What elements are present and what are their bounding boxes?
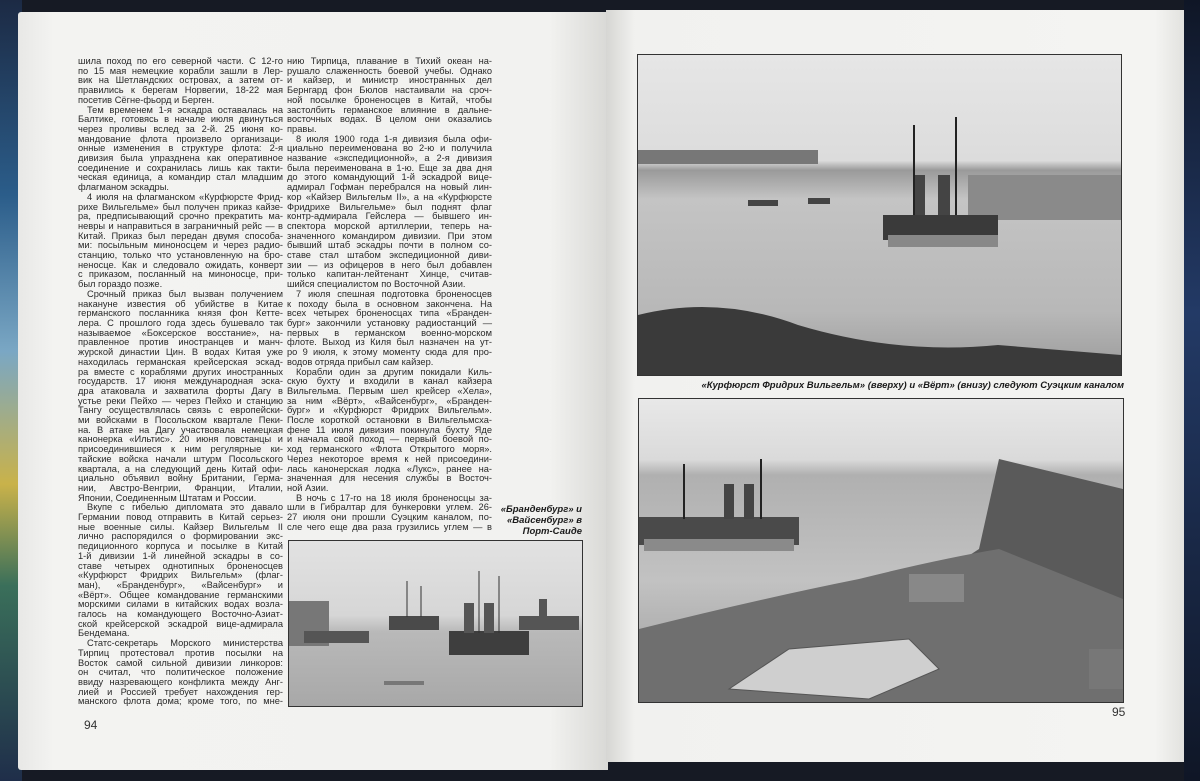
text-line: ро 9 июля, к этому моменту сюда для про- — [287, 347, 492, 358]
text-line: Корабли один за другим покидали Киль- — [296, 366, 492, 377]
text-line: соединение и сохранилась лишь как такти- — [78, 162, 283, 173]
paragraph — [78, 639, 283, 707]
text-line: Вильгельма. Первым шел крейсер «Хела», — [287, 385, 492, 396]
text-line: через проливы вслед за 2-й. 25 июня ко- — [78, 123, 283, 134]
photo-port-said-ships — [288, 540, 583, 707]
text-line: адмирал Гофман перебрался на новый лин- — [287, 182, 492, 193]
text-line: неносце. Как и следовало ожидать, конверт — [78, 259, 283, 270]
text-line: сле чего еще два раза грузились углем — в — [287, 521, 492, 532]
text-line: Тангу осуществлялась связь с европейски- — [78, 405, 283, 416]
right-page — [606, 10, 1184, 762]
text-line: спектора морской артиллерии, теперь на- — [287, 220, 492, 231]
text-line: 8 июля 1900 года 1-я дивизия была офи- — [296, 133, 492, 144]
text-line: ной посылке броненосцев в Китай, чтобы — [287, 94, 492, 105]
text-line: и кайзер, и министр иностранных дел — [287, 75, 492, 86]
text-line: циально переименована во 2-ю и получила — [287, 143, 492, 154]
photo-caption-suez: «Курфюрст Фридрих Вильгельм» (вверху) и «Вёрт» (внизу) следуют Суэцким каналом — [701, 380, 1124, 391]
text-line: ра, предписывающий срочно прекратить ма- — [78, 211, 283, 222]
text-line: лично распорядился о формировании экс- — [78, 531, 283, 542]
page-number-right: 95 — [1112, 705, 1126, 719]
text-line: ской крейсерской эскадрой вице-адмирала — [78, 618, 283, 629]
text-line: и начала свой поход — первый боевой по- — [287, 434, 492, 445]
text-line: ми войсками в Посольском квартале Пеки- — [78, 415, 283, 426]
text-line: квартала, а на следующий день Китай офи- — [78, 463, 283, 474]
text-line: тайские войска начали штурм Посольского — [78, 453, 283, 464]
text-line: «Вёрт». Общее командование германскими — [78, 589, 283, 600]
caption-line: «Бранденбург» и — [500, 504, 582, 515]
text-line: дра атаковала и захватила форты Дагу в — [78, 385, 283, 396]
text-line: восточных водах. В целом они оказались — [287, 114, 492, 125]
text-line: Статс-секретарь Морского министерства — [87, 638, 283, 649]
text-line: Балтике, готовясь в начале июля двинуться — [78, 114, 283, 125]
text-line: за ним «Вёрт», «Вайсенбург», «Бранден- — [287, 395, 492, 406]
text-line: шийся специалистом по Восточной Азии. — [287, 279, 466, 290]
text-line: шила поход по его северной части. С 12-го — [78, 56, 283, 66]
text-line: ставе стал штабом экспедиционной диви- — [287, 250, 492, 261]
text-line: онные изменения в структуре флота: 2-я — [78, 143, 283, 154]
text-line: флоте. Выход из Киля был назначен на ут- — [287, 337, 492, 348]
paragraph — [78, 106, 283, 193]
text-line: рушало слаженность боевой учебы. Однако — [287, 65, 492, 76]
text-line: ной Азии. — [287, 482, 329, 493]
text-line: лась канонерская лодка «Лукс», ранее на- — [287, 463, 492, 474]
text-column-2 — [287, 57, 492, 532]
text-line: посетив Сёгне-фьорд и Берген. — [78, 94, 215, 105]
text-line: лера. С прошлого года здесь бушевало так — [78, 317, 283, 328]
text-line: ра вместе с кораблями других иностранных — [78, 366, 283, 377]
text-line: на. В атаке на Дагу участвовала немецкая — [78, 424, 283, 435]
caption-line: «Вайсенбург» в — [507, 515, 582, 526]
text-line: с приказом, посланный на миноносце, при- — [78, 269, 283, 280]
text-line: фене 11 июля дивизия покинула бухту Яде — [287, 424, 492, 435]
text-line: называемое «Боксерское восстание», на- — [78, 327, 283, 338]
text-line: правы. — [287, 123, 317, 134]
caption-line: Порт-Саиде — [522, 526, 582, 537]
text-line: значенная для несения службы в Восточ- — [287, 473, 492, 484]
text-line: вик на Шетландских островах, а затем от- — [78, 75, 283, 86]
text-line: 4 июля на флагманском «Курфюрсте Фрид- — [87, 191, 283, 202]
text-line: В ночь с 17-го на 18 июля броненосцы за- — [296, 492, 492, 503]
text-line: рихе Вильгельме» был получен приказ кайзе- — [78, 201, 283, 212]
text-line: первых в германском военно-морском — [287, 327, 492, 338]
text-line: 1-й дивизии 1-й линейной эскадры в со- — [78, 550, 283, 561]
text-line: ход германского «Флота Открытого моря». — [287, 444, 492, 455]
text-line: германского посланника князя фон Кетте- — [78, 308, 283, 319]
text-column-1 — [78, 57, 283, 707]
left-page — [18, 12, 608, 770]
text-line: 27 июля они прошли Суэцким каналом, по- — [287, 512, 492, 523]
text-line: галось на командующего Восточно-Азиат- — [78, 609, 283, 620]
text-line: только капитан-лейтенант Хинце, считав- — [287, 269, 492, 280]
photo-wert-suez-canal — [638, 398, 1124, 703]
text-line: Китай. Приказ был передан двумя способа- — [78, 230, 283, 241]
text-line: он считал, что политическое положение — [78, 667, 283, 678]
text-line: была переименована в 1-ю. Еще за два дня — [287, 162, 492, 173]
text-line: невры и направиться в заграничный рейс — в — [78, 220, 283, 231]
text-line: канонерка «Ильтис». 20 июня повстанцы и — [78, 434, 283, 445]
text-line: правленное против иностранцев и манч- — [78, 337, 283, 348]
text-line: зии — из офицеров в него был добавлен — [287, 259, 492, 270]
text-line: по 15 мая немецкие корабли зашли в Лер- — [78, 65, 283, 76]
text-line: бывший штаб эскадры почти в полном со- — [287, 240, 492, 251]
text-line: ми: посыльным миноносцем и через радио- — [78, 240, 283, 251]
text-line: мандование флота произвело организаци- — [78, 133, 283, 144]
text-line: педиционного корпуса и посылке в Китай — [78, 541, 283, 552]
text-line: Японии, Соединенным Штатам и России. — [78, 492, 257, 503]
text-line: Германии повод отправить в Китай серьез- — [78, 512, 283, 523]
text-line: Тем временем 1-я эскадра оставалась на — [87, 104, 283, 115]
text-line: журской династии Цин. В водах Китая уже — [78, 347, 283, 358]
text-line: накануне известия об убийстве в Китае — [78, 298, 283, 309]
paragraph — [78, 193, 283, 290]
text-line: 7 июля спешная подготовка броненосцев — [296, 288, 492, 299]
text-line: ставе четырех однотипных броненосцев — [78, 560, 283, 571]
text-line: правились к берегам Норвегии, 18-22 мая — [78, 85, 283, 96]
text-line: Вкупе с гибелью дипломата это давало — [87, 502, 283, 513]
text-line: к походу была в основном закончена. На — [287, 298, 492, 309]
page-number-left: 94 — [84, 718, 98, 732]
text-line: «Курфюрст Фридрих Вильгельм» (флаг- — [78, 570, 283, 581]
text-line: устье реки Пейхо — через Пейхо и станцию — [78, 395, 283, 406]
text-line: Через некоторое время к ней присоедини- — [287, 453, 492, 464]
text-line: Срочный приказ был вызван получением — [87, 288, 283, 299]
text-line: государств. 17 июня международная эска- — [78, 376, 283, 387]
text-line: Тирпиц протестовал против посылки на — [78, 647, 283, 658]
text-line: до этого командующий 1-й эскадрой вице- — [287, 172, 492, 183]
photo-kurfurst-suez-canal — [637, 54, 1122, 376]
text-line: ные военные силы. Кайзер Вильгельм II — [78, 521, 283, 532]
text-line: шли в Гибралтар для бункеровки углем. 26- — [287, 502, 492, 513]
text-line: Восток самой сильной дивизии линкоров: — [78, 657, 283, 668]
text-line: ввиду назревающего конфликта между Анг- — [78, 677, 283, 687]
paragraph — [78, 57, 283, 106]
paragraph — [78, 503, 283, 639]
text-line: станцию, только что установленную на бро- — [78, 250, 283, 261]
text-line: Бендемана. — [78, 628, 130, 639]
paragraph — [287, 57, 492, 135]
paragraph — [287, 135, 492, 290]
text-line: был гораздо позже. — [78, 279, 163, 290]
text-line: дивизия была упразднена как оперативное — [78, 153, 283, 164]
text-line: присоединившиеся к ним регулярные ки- — [78, 444, 283, 455]
text-line: манского флота дома; кроме того, по мне- — [78, 696, 283, 707]
text-line: водов отряда прибыл сам кайзер. — [287, 356, 434, 367]
text-line: Бернгард фон Бюлов настаивали на сроч- — [287, 85, 492, 96]
text-line: бург» и «Курфюрст Фридрих Вильгельм». — [287, 405, 492, 416]
text-line: ман), «Бранденбург», «Вайсенбург» и — [78, 579, 283, 590]
text-line: Фридрихе Вильгельме» был поднят флаг — [287, 201, 492, 212]
text-line: застолбить германское влияние в дальне- — [287, 104, 492, 115]
text-line: морскими силами в китайских водах возла- — [78, 599, 283, 610]
text-line: После короткой остановки в Вильгельмсха- — [287, 415, 492, 426]
text-line: нии, Австро-Венгрии, Франции, Италии, — [78, 482, 283, 493]
text-line: значенного командиром дивизии. При этом — [287, 230, 492, 241]
paragraph — [287, 368, 492, 494]
text-line: название «экспедиционной», а 2-я дивизия — [287, 153, 492, 164]
text-line: кор «Кайзер Вильгельм II», а на «Курфюрсте — [287, 191, 492, 202]
text-line: находилась германская крейсерская эскад- — [78, 356, 283, 367]
photo-caption-port-said — [488, 504, 582, 537]
book-spine-edge — [1184, 0, 1200, 781]
text-line: бург» закончили установку радиостанций — — [287, 317, 492, 328]
text-line: ческая единица, а командир стал младшим — [78, 172, 283, 183]
paragraph — [287, 290, 492, 368]
paragraph — [78, 290, 283, 503]
text-line: нию Тирпица, плавание в Тихий океан на- — [287, 56, 492, 66]
text-line: циально объявил войну Британии, Герма- — [78, 473, 283, 484]
text-line: лией и Россией требует нахождения гер- — [78, 686, 283, 697]
text-line: флагманом эскадры. — [78, 182, 169, 193]
paragraph — [287, 494, 492, 533]
text-line: скую бухту и входили в канал кайзера — [287, 376, 492, 387]
text-line: контр-адмирала Гейслера — бывшего ин- — [287, 211, 492, 222]
text-line: всех четырех броненосцах типа «Бранден- — [287, 308, 492, 319]
